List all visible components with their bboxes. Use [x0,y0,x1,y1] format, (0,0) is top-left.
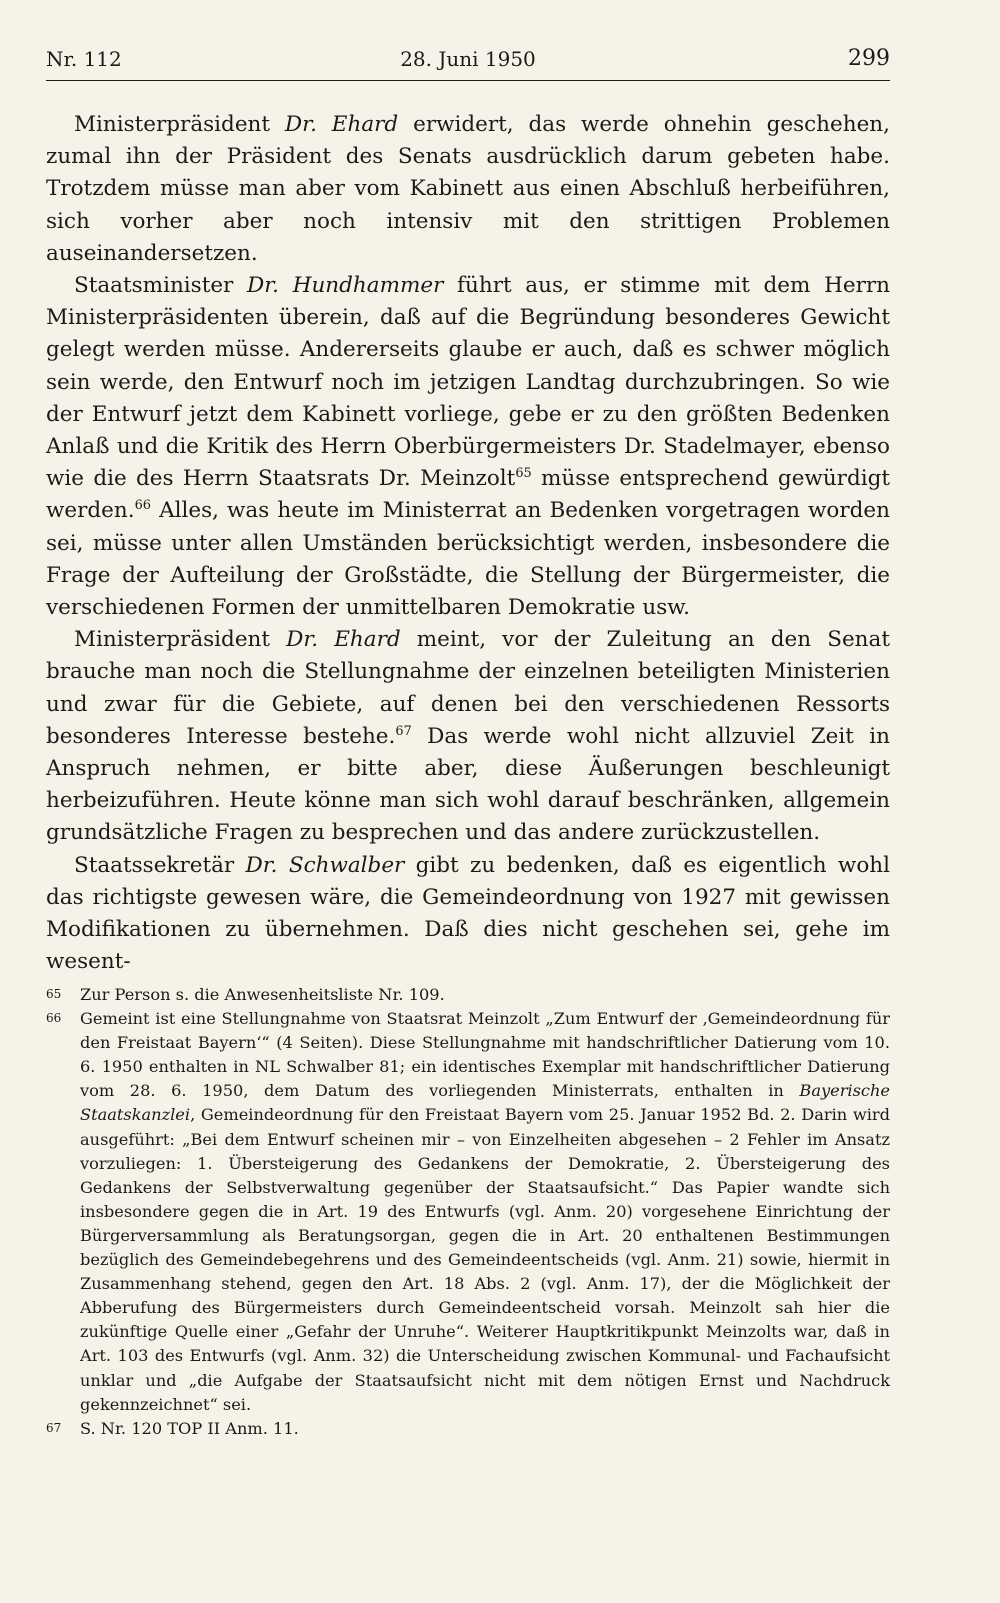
footnote-number: 67 [46,1420,62,1435]
text-run: müsse entsprechend gewürdigt werden. [46,466,890,524]
paragraph-3 [46,624,890,849]
footnote-ref-67[interactable]: 67 [395,723,412,739]
footnote-text: Gemeint ist eine Stellungnahme von Staatsrat Meinzolt „Zum Entwurf der ‚Gemeindeordnung für den Freistaat Bayern‘“ (4 Seiten). Diese Stellungnahme mit handschriftlicher Datierung vom 10. 6. 1950 enthalten in NL Schwalber 81; ein identisches Exemplar mit handschriftlicher Datierung vom 28. 6. 1950, dem Datum des vorliegenden Ministerrats, enthalten in [80,1009,890,1101]
text-run: Staatssekretär [74,852,246,878]
page-number: 299 [848,46,890,71]
footnotes [46,983,890,1441]
text-run: Alles, was heute im Ministerrat an Bedenken vorgetragen worden sei, müsse unter allen Umständen berücksichtigt werden, insbesondere die Frage der Aufteilung der Großstädte, die Stellung der Bürgermeister, die verschiedenen Formen der unmittelbaren Demokratie usw. [46,498,890,621]
footnote-italic-source: Bayerische Staatskanzlei [80,1081,890,1125]
footnote-number: 66 [46,1011,62,1026]
paragraph-2 [46,270,890,624]
text-run: erwidert, das werde ohnehin geschehen, zumal ihn der Präsident des Senats ausdrücklich darum gebeten habe. Trotzdem müsse man aber vom Kabinett aus einen Abschluß herbeiführen, sich vorher aber noch intensiv mit den strittigen Problemen auseinandersetzen. [46,112,890,266]
main-text [46,109,890,978]
document-date: 28. Juni 1950 [400,47,536,71]
text-run: gibt zu bedenken, daß es eigentlich wohl das richtigste gewesen wäre, die Gemeindeordnung von 1927 mit gewissen Modifikationen zu übernehmen. Daß dies nicht geschehen sei, gehe im wesent- [46,852,890,975]
running-head [46,44,890,78]
footnote-ref-66[interactable]: 66 [134,498,151,514]
speaker-name: Dr. Schwalber [245,852,405,878]
text-run: Das werde wohl nicht allzuviel Zeit in Anspruch nehmen, er bitte aber, diese Äußerungen beschleunigt herbeizuführen. Heute könne man sich wohl darauf beschränken, allgemein grundsätzliche Fragen zu besprechen und das andere zurückzustellen. [46,723,890,846]
footnote-text: , Gemeindeordnung für den Freistaat Bayern vom 25. Januar 1952 Bd. 2. Darin wird ausgeführt: „Bei dem Entwurf scheinen mir – von Einzelheiten abgesehen – 2 Fehler im Ansatz vorzuliegen: 1. Übersteigerung des Gedankens der Demokratie, 2. Übersteigerung des Gedankens der Selbstverwaltung gegenüber der Staatsaufsicht.“ Das Papier wandte sich insbesondere gegen die in Art. 19 des Entwurfs (vgl. Anm. 20) vorgesehene Einrichtung der Bürgerversammlung als Beratungsorgan, gegen die in Art. 20 enthaltenen Bestimmungen bezüglich des Gemeindebegehrens und des Gemeindeentscheids (vgl. Anm. 21) sowie, hiermit in Zusammenhang stehend, gegen den Art. 18 Abs. 2 (vgl. Anm. 17), der die Möglichkeit der Abberufung des Bürgermeisters durch Gemeindeentscheid vorsah. Meinzolt sah hier die zukünftige Quelle einer „Gefahr der Unruhe“. Weiterer Hauptkritikpunkt Meinzolts war, daß in Art. 103 des Entwurfs (vgl. Anm. 32) die Unterscheidung zwischen Kommunal- und Fachaufsicht unklar und „die Aufgabe der Staatsaufsicht nicht mit dem nötigen Ernst und Nachdruck gekennzeichnet“ sei. [80,1105,890,1414]
speaker-name: Dr. Hundhammer [247,273,444,299]
speaker-name: Dr. Ehard [284,112,399,137]
header-rule [46,80,890,81]
paragraph-4 [46,850,890,979]
text-run: Ministerpräsident [74,112,285,137]
footnote-text: Zur Person s. die Anwesenheitsliste Nr. 109. [80,985,445,1004]
footnote-ref-65[interactable]: 65 [515,466,532,482]
text-run: Staatsminister [74,273,248,299]
footnote-65 [46,983,890,1007]
footnote-text: S. Nr. 120 TOP II Anm. 11. [80,1418,299,1438]
footnote-number: 65 [46,987,62,1001]
footnote-66 [46,1007,890,1417]
footnote-67 [46,1417,890,1441]
text-run: meint, vor der Zuleitung an den Senat brauche man noch die Stellungnahme der einzelnen beteiligten Ministerien und zwar für die Gebiete, auf denen bei den verschiedenen Ressorts besonderes Interesse bestehe. [46,627,890,749]
text-run: führt aus, er stimme mit dem Herrn Ministerpräsidenten überein, daß auf die Begründung besonderes Gewicht gelegt werden müsse. Andererseits glaube er auch, daß es schwer möglich sein werde, den Entwurf noch im jetzigen Landtag durchzubringen. So wie der Entwurf jetzt dem Kabinett vorliege, gebe er zu den größten Bedenken Anlaß und die Kritik des Herrn Oberbürgermeisters Dr. Stadelmayer, ebenso wie die des Herrn Staatsrats Dr. Meinzolt [46,273,890,492]
document-number: Nr. 112 [46,47,122,71]
speaker-name: Dr. Ehard [286,627,401,653]
paragraph-1 [46,109,890,270]
text-run: Ministerpräsident [74,627,287,653]
